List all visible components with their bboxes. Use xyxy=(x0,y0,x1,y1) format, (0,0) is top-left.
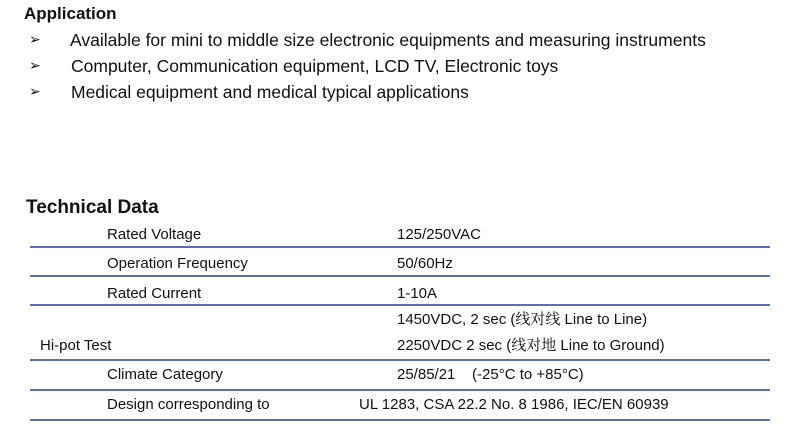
spec-value: 1-10A xyxy=(397,285,438,302)
application-item-text: Medical equipment and medical typical applications xyxy=(71,82,469,102)
spec-label: Operation Frequency xyxy=(107,255,248,272)
spec-label: Climate Category xyxy=(107,366,223,383)
spec-label: Rated Current xyxy=(107,285,202,302)
arrow-bullet-icon: ➢ xyxy=(29,32,41,48)
spec-value: 1450VDC, 2 sec (线对线 Line to Line) xyxy=(397,311,648,328)
spec-value: 2250VDC 2 sec (线对地 Line to Ground) xyxy=(397,337,665,354)
technical-data-heading: Technical Data xyxy=(26,197,159,218)
technical-data-table xyxy=(30,222,770,421)
spec-value: UL 1283, CSA 22.2 No. 8 1986, IEC/EN 60939 xyxy=(359,396,669,413)
spec-value: 50/60Hz xyxy=(397,255,453,272)
spec-value: 25/85/21 (-25°C to +85°C) xyxy=(397,366,584,383)
spec-value: 125/250VAC xyxy=(397,226,481,243)
table-row xyxy=(30,248,770,277)
table-row xyxy=(30,306,770,361)
spec-label: Hi-pot Test xyxy=(40,337,112,354)
table-row xyxy=(30,391,770,421)
application-item-text: Available for mini to middle size electronic equipments and measuring instruments xyxy=(70,30,706,50)
application-heading: Application xyxy=(24,4,117,23)
spec-label: Rated Voltage xyxy=(107,226,202,243)
table-row xyxy=(30,222,770,248)
arrow-bullet-icon: ➢ xyxy=(29,84,41,100)
spec-label: Design corresponding to xyxy=(107,396,270,413)
table-row xyxy=(30,277,770,306)
arrow-bullet-icon: ➢ xyxy=(29,58,41,74)
application-item-text: Computer, Communication equipment, LCD TV, Electronic toys xyxy=(71,56,559,76)
table-row xyxy=(30,361,770,391)
